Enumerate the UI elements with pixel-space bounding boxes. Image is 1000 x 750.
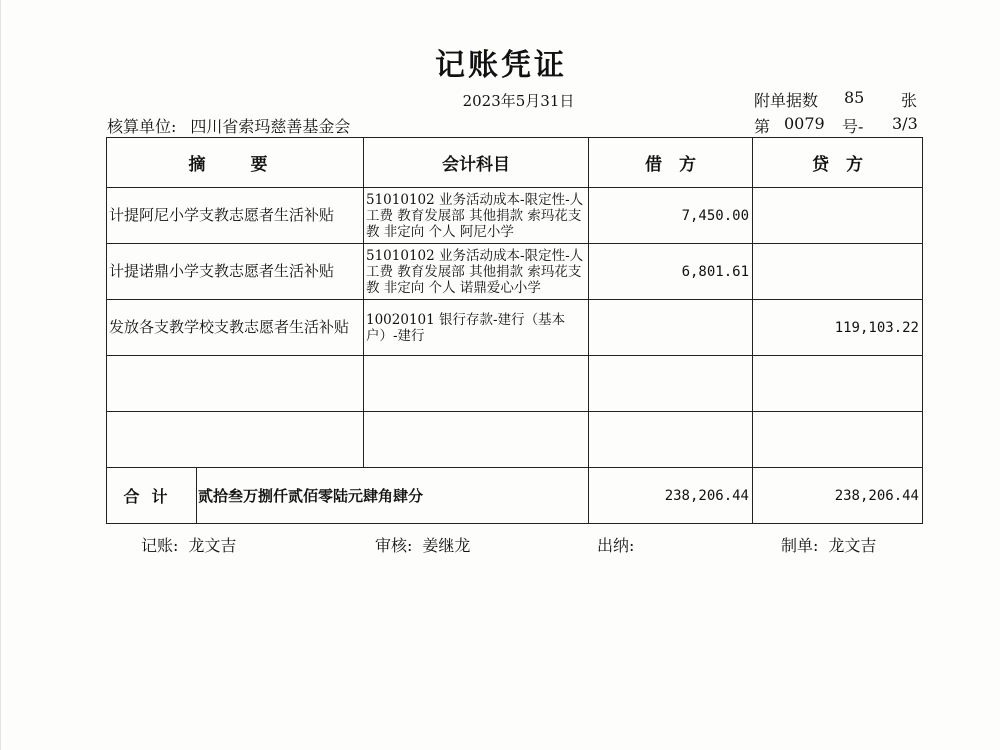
- row-credit: [753, 188, 923, 244]
- empty-cell: [589, 356, 753, 412]
- row-summary: 计提诺鼎小学支教志愿者生活补贴: [107, 244, 364, 300]
- reviewer-signature: [375, 533, 480, 556]
- header-summary: 摘 要: [107, 138, 364, 188]
- row-subject: 10020101 银行存款-建行（基本户）-建行: [364, 300, 589, 356]
- header-subject: 会计科目: [364, 138, 589, 188]
- bookkeeper-signature: [141, 533, 246, 556]
- voucher-title: 记账凭证: [435, 48, 567, 83]
- bookkeeper-label: 记账:: [141, 536, 179, 555]
- total-label: 合计: [107, 468, 197, 524]
- total-row: [107, 468, 923, 524]
- cashier-signature: [597, 533, 654, 556]
- row-debit: 7,450.00: [589, 188, 753, 244]
- attachment-number: 85: [844, 88, 865, 107]
- voucher-table: [106, 137, 923, 524]
- row-subject: 51010102 业务活动成本-限定性-人工费 教育发展部 其他捐款 索玛花支教 非定向 个人 诺鼎爱心小学: [364, 244, 589, 300]
- empty-cell: [753, 356, 923, 412]
- table-row: [107, 244, 923, 300]
- header-credit: 贷 方: [753, 138, 923, 188]
- preparer-name: 龙文吉: [828, 536, 877, 555]
- voucher-number-value: 0079: [784, 114, 825, 133]
- empty-cell: [364, 412, 589, 468]
- table-header-row: [107, 138, 923, 188]
- voucher-page: 3/3: [892, 114, 918, 133]
- empty-cell: [753, 412, 923, 468]
- attachment-label: 附单据数: [754, 91, 819, 110]
- empty-row: [107, 356, 923, 412]
- row-credit: 119,103.22: [753, 300, 923, 356]
- table-row: [107, 188, 923, 244]
- total-credit: 238,206.44: [753, 468, 923, 524]
- empty-cell: [107, 412, 364, 468]
- attachment-unit: 张: [901, 91, 918, 110]
- voucher-suffix: 号-: [842, 117, 864, 136]
- voucher-date: 2023年5月31日: [462, 92, 575, 110]
- header-debit: 借 方: [589, 138, 753, 188]
- row-subject: 51010102 业务活动成本-限定性-人工费 教育发展部 其他捐款 索玛花支教 非定向 个人 阿尼小学: [364, 188, 589, 244]
- row-summary: 计提阿尼小学支教志愿者生活补贴: [107, 188, 364, 244]
- reviewer-name: 姜继龙: [422, 536, 471, 555]
- reviewer-label: 审核:: [375, 536, 413, 555]
- voucher-prefix: 第: [754, 117, 771, 136]
- accounting-unit-value: 四川省索玛慈善基金会: [190, 117, 351, 136]
- preparer-label: 制单:: [781, 536, 819, 555]
- total-debit: 238,206.44: [589, 468, 753, 524]
- table-row: [107, 300, 923, 356]
- row-summary: 发放各支教学校支教志愿者生活补贴: [107, 300, 364, 356]
- row-debit: 6,801.61: [589, 244, 753, 300]
- empty-cell: [364, 356, 589, 412]
- row-credit: [753, 244, 923, 300]
- accounting-unit-label: 核算单位:: [107, 117, 177, 136]
- empty-cell: [107, 356, 364, 412]
- bookkeeper-name: 龙文吉: [188, 536, 237, 555]
- accounting-unit: [107, 114, 364, 137]
- empty-cell: [589, 412, 753, 468]
- cashier-label: 出纳:: [597, 536, 635, 555]
- preparer-signature: [781, 533, 886, 556]
- total-in-words: 贰拾叁万捌仟贰佰零陆元肆角肆分: [197, 468, 589, 524]
- empty-row: [107, 412, 923, 468]
- row-debit: [589, 300, 753, 356]
